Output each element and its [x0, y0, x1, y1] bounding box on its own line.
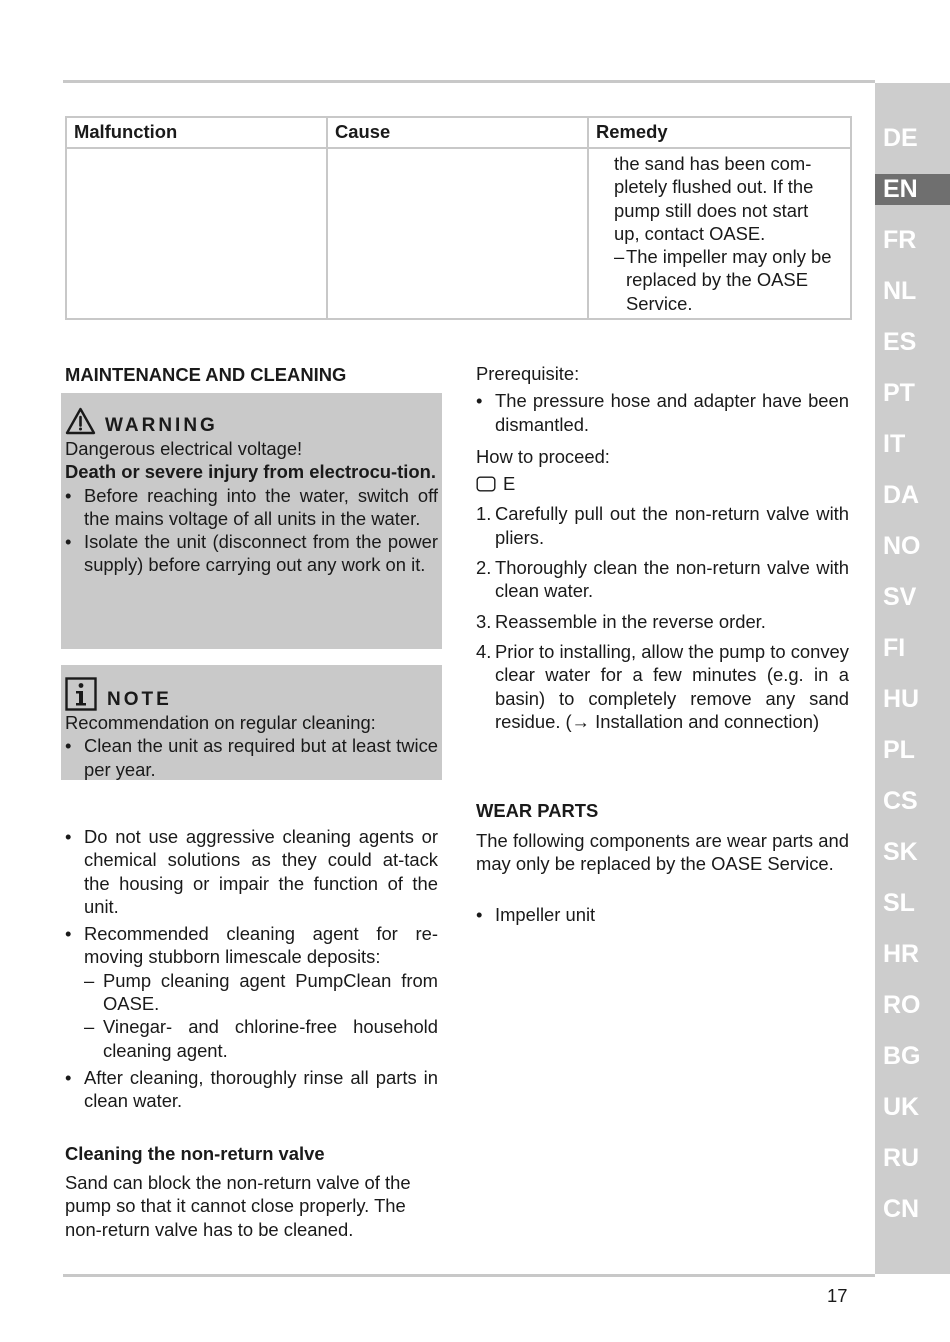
bullet-mark: •: [65, 826, 72, 847]
warning-header: [65, 397, 438, 437]
step-item: [476, 556, 849, 603]
step-text: Prior to installing, allow the pump to convey clear water for a few minutes (e.g. in a basin) to completely remove any sand residue. (→ Installation and connection): [495, 640, 849, 732]
sub-list-item: [84, 1015, 438, 1062]
step-item: [476, 610, 849, 633]
note-header: [65, 669, 438, 711]
warning-triangle-icon: [65, 407, 96, 435]
lang-tab-pl[interactable]: PL: [883, 736, 915, 764]
header-malfunction: Malfunction: [66, 117, 327, 148]
info-icon: [65, 677, 97, 711]
cell-remedy: [588, 148, 851, 319]
list-item-text: Before reaching into the water, switch off the mains voltage of all units in the water.: [84, 484, 438, 529]
right-column: [476, 362, 849, 740]
malfunction-table: [65, 116, 852, 320]
list-item: [476, 903, 849, 926]
list-item: [476, 389, 849, 436]
list-item: [65, 734, 438, 781]
how-label: How to proceed:: [476, 445, 610, 467]
lang-tab-sv[interactable]: SV: [883, 583, 917, 611]
table-row: [66, 148, 851, 319]
bullet-mark: •: [476, 904, 483, 925]
language-sidebar: [875, 83, 950, 1274]
step-number: 1.: [476, 503, 492, 525]
lang-tab-pt[interactable]: PT: [883, 379, 915, 407]
table-header-row: [66, 117, 851, 148]
header-remedy: Remedy: [588, 117, 851, 148]
lang-tab-sk[interactable]: SK: [883, 838, 918, 866]
list-item-text: Recommended cleaning agent for re-moving stubborn limescale deposits:: [84, 923, 438, 968]
sub-list-item-text: Vinegar- and chlorine-free household cleaning agent.: [103, 1016, 438, 1061]
note-title: NOTE: [107, 688, 172, 710]
lang-tab-da[interactable]: DA: [883, 481, 920, 509]
remedy-line: the sand has been com-: [614, 153, 812, 174]
wear-parts-list: [476, 903, 849, 926]
remedy-dash-item: [614, 245, 842, 315]
dash-marker: –: [84, 1016, 95, 1038]
prerequisite-label: Prerequisite:: [476, 363, 580, 384]
lang-tab-bg[interactable]: BG: [883, 1042, 921, 1070]
step-number: 3.: [476, 610, 492, 632]
dash-marker: –: [84, 969, 95, 991]
note-box: [61, 665, 442, 780]
remedy-line: up, contact OASE.: [614, 222, 766, 244]
lang-tab-en[interactable]: EN: [875, 174, 950, 205]
cell-cause: [327, 148, 588, 319]
lang-tab-cn[interactable]: CN: [883, 1195, 920, 1223]
note-line1: Recommendation on regular cleaning:: [65, 712, 376, 733]
lang-tab-no[interactable]: NO: [883, 532, 921, 560]
step-number: 4.: [476, 640, 492, 662]
list-item-text: Impeller unit: [495, 904, 596, 925]
lang-tab-fr[interactable]: FR: [883, 226, 917, 254]
valve-text: Sand can block the non-return valve of the pump so that it cannot close properly. The non-return valve has to be cleaned.: [65, 1172, 411, 1240]
wear-parts-heading: WEAR PARTS: [476, 800, 599, 821]
list-item-text: Clean the unit as required but at least twice per year.: [84, 735, 438, 780]
sub-list-item: [84, 969, 438, 1016]
sub-list-item-text: Pump cleaning agent PumpClean from OASE.: [103, 969, 438, 1015]
bullet-mark: •: [65, 735, 72, 757]
page-number: 17: [827, 1285, 848, 1306]
list-item: [65, 484, 438, 531]
warning-list: [65, 484, 438, 577]
note-list: [65, 734, 438, 781]
step-text: Carefully pull out the non-return valve with pliers.: [495, 503, 849, 548]
lang-tab-sl[interactable]: SL: [883, 889, 915, 917]
procedure-steps: [476, 502, 849, 733]
remedy-text: [614, 152, 842, 245]
list-item-text: After cleaning, thoroughly rinse all parts in clean water.: [84, 1066, 438, 1112]
bullet-mark: •: [65, 531, 72, 553]
lang-tab-cs[interactable]: CS: [883, 787, 918, 815]
warning-line1: Dangerous electrical voltage!: [65, 438, 303, 459]
wear-parts-text: The following components are wear parts and may only be replaced by the OASE Service.: [476, 830, 849, 875]
warning-title: WARNING: [105, 414, 218, 436]
bullet-mark: •: [65, 923, 72, 945]
list-item: [65, 530, 438, 577]
remedy-line: pump still does not start: [614, 199, 809, 221]
maintenance-heading: MAINTENANCE AND CLEANING: [65, 364, 347, 385]
lang-tab-uk[interactable]: UK: [883, 1093, 920, 1121]
bullet-mark: •: [476, 390, 483, 412]
bottom-rule: [63, 1274, 875, 1277]
lang-tab-it[interactable]: IT: [883, 430, 906, 458]
bullet-mark: •: [65, 1066, 72, 1088]
figure-reference: [476, 472, 849, 495]
lang-tab-es[interactable]: ES: [883, 328, 917, 356]
lang-tab-hr[interactable]: HR: [883, 940, 920, 968]
list-item: [65, 825, 438, 918]
valve-heading: Cleaning the non-return valve: [65, 1143, 325, 1164]
lang-tab-ru[interactable]: RU: [883, 1144, 920, 1172]
bullet-mark: •: [65, 484, 72, 506]
cleaning-instructions: [65, 825, 438, 1113]
remedy-dash-text: The impeller may only be replaced by the OASE Service.: [626, 246, 832, 314]
cleaning-list: [65, 825, 438, 1113]
list-item: [65, 922, 438, 1062]
lang-tab-de[interactable]: DE: [883, 124, 918, 152]
lang-tab-fi[interactable]: FI: [883, 634, 906, 662]
step-item: [476, 640, 849, 733]
cell-malfunction: [66, 148, 327, 319]
lang-tab-nl[interactable]: NL: [883, 277, 917, 305]
figure-ref-letter: E: [503, 473, 516, 495]
top-rule: [63, 80, 875, 83]
list-item: [65, 1066, 438, 1113]
step-item: [476, 502, 849, 549]
warning-box: [61, 393, 442, 649]
step-text: Reassemble in the reverse order.: [495, 610, 766, 632]
wear-list: [476, 903, 849, 926]
warning-line2: Death or severe injury from electrocu-tion.: [65, 461, 436, 483]
dash-marker: –: [614, 246, 625, 268]
lang-tab-ro[interactable]: RO: [883, 991, 921, 1019]
prerequisite-list: [476, 389, 849, 436]
step-text: Thoroughly clean the non-return valve with clean water.: [495, 557, 849, 602]
list-item-text: The pressure hose and adapter have been dismantled.: [495, 390, 849, 435]
step-number: 2.: [476, 557, 492, 579]
figure-icon: [476, 476, 496, 492]
list-item-text: Do not use aggressive cleaning agents or chemical solutions as they could at-tack the housing or impair the function of the unit.: [84, 826, 438, 917]
list-item-text: Isolate the unit (disconnect from the power supply) before carrying out any work on it.: [84, 531, 438, 576]
remedy-line: pletely flushed out. If the: [614, 176, 814, 198]
header-cause: Cause: [327, 117, 588, 148]
lang-tab-hu[interactable]: HU: [883, 685, 920, 713]
